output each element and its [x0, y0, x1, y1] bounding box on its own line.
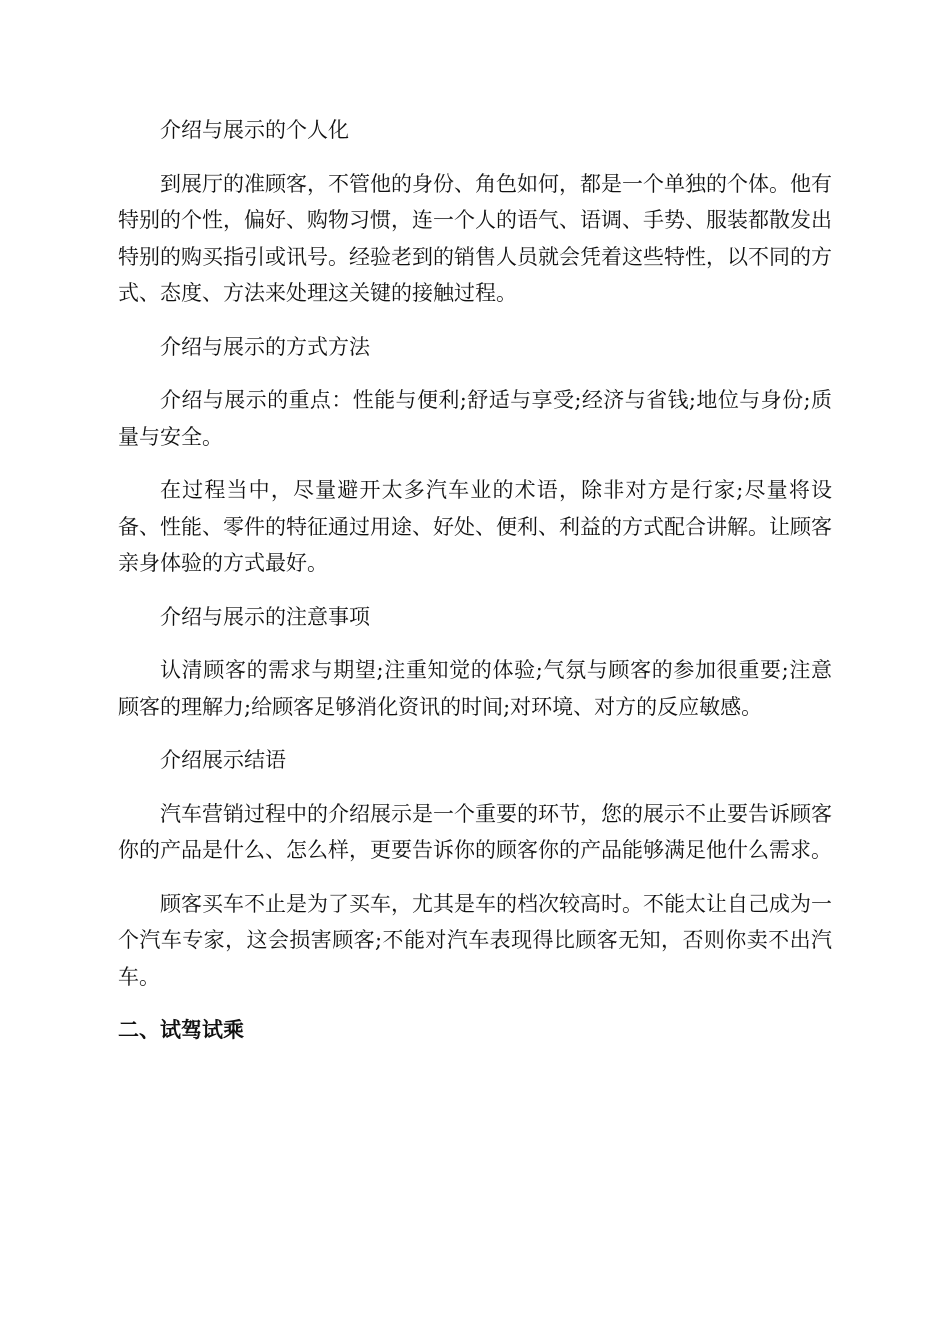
paragraph-precautions: 认清顾客的需求与期望;注重知觉的体验;气氛与顾客的参加很重要;注意顾客的理解力;给顾客足够消化资讯的时间;对环境、对方的反应敏感。 [118, 658, 832, 719]
subheading-methods: 介绍与展示的方式方法 [160, 334, 370, 359]
subheading-precautions: 介绍与展示的注意事项 [160, 604, 370, 629]
paragraph-buying-motivation: 顾客买车不止是为了买车，尤其是车的档次较高时。不能太让自己成为一个汽车专家，这会损害顾客;不能对汽车表现得比顾客无知，否则你卖不出汽车。 [118, 891, 832, 989]
document-page [118, 112, 832, 1049]
subheading-personalization: 介绍与展示的个人化 [160, 118, 349, 142]
paragraph-key-points: 介绍与展示的重点：性能与便利;舒适与享受;经济与省钱;地位与身份;质量与安全。 [118, 388, 832, 449]
paragraph-conclusion: 汽车营销过程中的介绍展示是一个重要的环节，您的展示不止要告诉顾客你的产品是什么、怎么样，更要告诉你的顾客你的产品能够满足他什么需求。 [118, 801, 832, 862]
paragraph-customer-individuality: 到展厅的准顾客，不管他的身份、角色如何，都是一个单独的个体。他有特别的个性，偏好、购物习惯，连一个人的语气、语调、手势、服装都散发出特别的购买指引或讯号。经验老到的销售人员就会凭着这些特性，以不同的方式、态度、方法来处理这关键的接触过程。 [118, 171, 832, 305]
paragraph-avoid-jargon: 在过程当中，尽量避开太多汽车业的术语，除非对方是行家;尽量将设备、性能、零件的特征通过用途、好处、便利、利益的方式配合讲解。让顾客亲身体验的方式最好。 [118, 478, 832, 575]
section-title-test-drive: 二、试驾试乘 [118, 1018, 244, 1042]
subheading-conclusion: 介绍展示结语 [160, 748, 286, 772]
